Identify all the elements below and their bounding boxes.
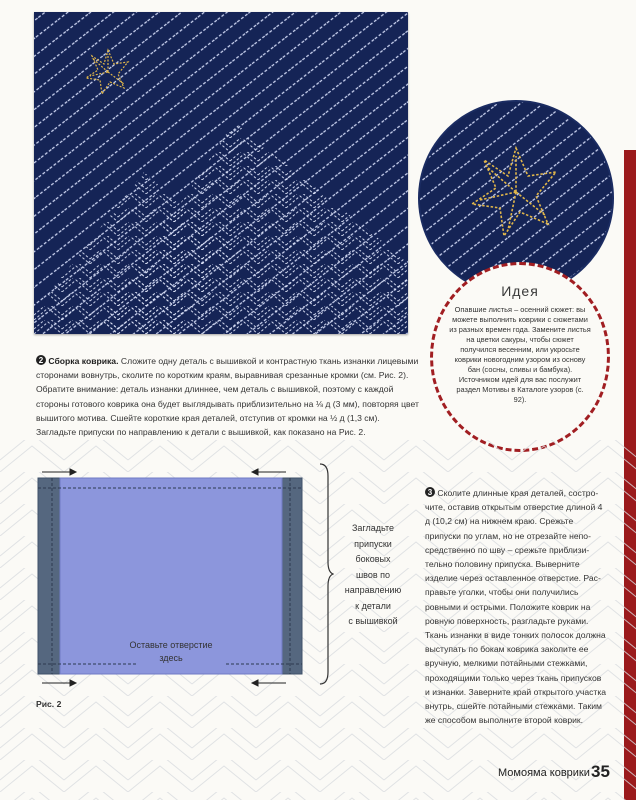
assembly-diagram: [36, 468, 321, 676]
step-3-paragraph: [425, 486, 607, 727]
step-2-text: Сложите одну деталь с вышивкой и контрастную ткань изнанки лицевыми сторонами вовнутрь, сколите по коротким краям, выравнивая срезанные кромки (см. Рис. 2). Обратите внимание: деталь изнанки длиннее, чем деталь с вышивкой, поэтому с каждой стороны готового коврика она будет выглядывать приблизительно на ⅛ д (3 мм), повторяя цвет вышитого мотива. Сшейте короткие края деталей, отступив от кромки на ½ д (1,3 см). Загладьте припуски по направлению к детали с вышивкой, как показано на Рис. 2.: [36, 356, 419, 438]
idea-callout: [430, 262, 610, 452]
svg-text:2: 2: [38, 356, 44, 365]
step-2-number-icon: [36, 355, 46, 365]
figure-label: Рис. 2: [36, 699, 62, 709]
arrow-left-icon: [252, 469, 286, 475]
page-number: 35: [591, 762, 610, 781]
step-2-heading: Сборка коврика.: [48, 356, 119, 366]
step-3-text: Сколите длинные края деталей, сострочите, оставив открытым отверстие длиной 4 д (10,2 см) на нижнем краю. Срежьте припуски по углам, но не отрезайте непосредственно по шву – срежьте приблизительно половину припуска. Выверните изделие через оставленное отверстие. Расправьте уголки, чтобы они получились ровными и острыми. Положите коврик на ровную поверхность, разгладьте руками. Ткань изнанки в виде тонких полосок должна выступать по бокам коврика заколите ее вручную, мелкими потайными стежками, проходящими только через ткань припусков и изнанки. Заверните край открытого участка внутрь, сшейте потайными стежками. Таким же способом выполните второй коврик.: [425, 488, 607, 726]
opening-label-2: здесь: [159, 653, 183, 663]
embroidered-mat-photo: [34, 12, 408, 334]
idea-title: Идея: [501, 283, 539, 299]
svg-text:3: 3: [427, 488, 433, 497]
footer-title: Момояма коврики: [498, 767, 590, 779]
step-3-number-icon: [425, 487, 435, 497]
arrow-right-icon: [42, 469, 76, 475]
press-seams-annotation: Загладьте припуски боковых швов по направлению к детали с вышивкой: [344, 523, 402, 626]
step-2-paragraph: [36, 354, 421, 439]
idea-text: Опавшие листья – осенний сюжет: вы можете выполнить коврики с сюжетами из разных времен года. Замените листья на цветки сакуры, чтобы сюжет получился весенним, или укросьте коврики новогодним узором из основу бан (сосны, сливы и бамбука). Источником идей для вас послужит раздел Мотивы в Каталоге узоров (с. 92).: [449, 305, 591, 404]
opening-label: Оставьте отверстие: [129, 640, 213, 650]
bottom-arrows: [42, 678, 322, 688]
